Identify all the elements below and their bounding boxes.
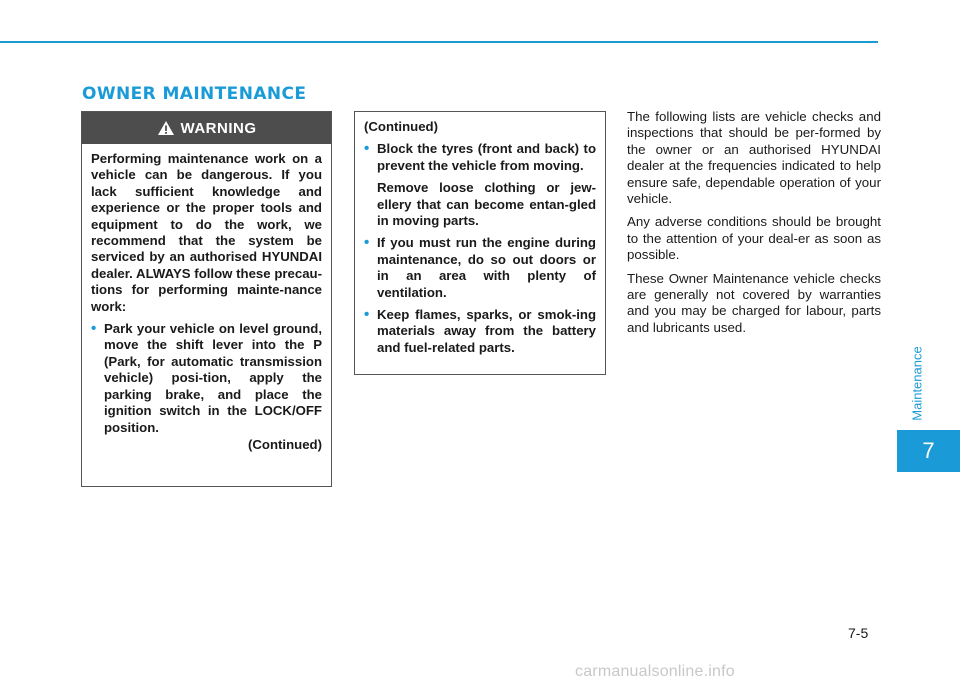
continued-label: (Continued) <box>248 436 322 452</box>
header-rule <box>0 41 878 43</box>
warning-triangle-icon <box>157 120 175 136</box>
warning-bullet-park: • Park your vehicle on level ground, move the shift lever into the P (Park, for automatic transmission vehicle) posi-tion, apply the parking brake, and place the ignition switch in the LOCK/OFF position. <box>91 321 322 436</box>
continued-heading: (Continued) <box>364 119 438 134</box>
watermark: carmanualsonline.info <box>575 663 735 680</box>
warning-continued-box <box>354 111 606 375</box>
warning-bullet-block-tyres: • Block the tyres (front and back) to prevent the vehicle from moving. <box>364 141 596 174</box>
body-paragraph-1: The following lists are vehicle checks and inspections that should be per-formed by the owner or an authorised HYUNDAI dealer at the frequencies indicated to help ensure safe, dependable operation of your vehicle. <box>627 109 881 207</box>
chapter-number: 7 <box>922 438 935 463</box>
warning-label: WARNING <box>180 119 257 137</box>
warning-box <box>81 111 332 487</box>
warning-bullet-flames: • Keep flames, sparks, or smok-ing materials away from the battery and fuel-related parts. <box>364 307 596 356</box>
warning-intro: Performing maintenance work on a vehicle can be dangerous. If you lack sufficient knowledge and experience or the proper tools and equipment to do the work, we recommend that the system be serviced by an authorised HYUNDAI dealer. ALWAYS follow these precau-tions for performing mainte-nance work: <box>91 151 322 314</box>
warning-bullet-ventilation: • If you must run the engine during maintenance, do so out doors or in an area with plenty of ventilation. <box>364 235 596 301</box>
section-title: OWNER MAINTENANCE <box>82 84 307 104</box>
chapter-tab <box>897 430 960 472</box>
warning-header <box>82 112 331 144</box>
side-section-label: Maintenance <box>909 345 925 421</box>
body-paragraph-3: These Owner Maintenance vehicle checks are generally not covered by warranties and you may be charged for labour, parts and lubricants used. <box>627 270 881 335</box>
warning-bullet-loose-clothing: Remove loose clothing or jew-ellery that can become entan-gled in moving parts. <box>377 180 596 229</box>
body-text <box>627 109 881 343</box>
body-paragraph-2: Any adverse conditions should be brought to the attention of your deal-er as soon as possible. <box>627 214 881 263</box>
page-number: 7-5 <box>848 625 869 641</box>
